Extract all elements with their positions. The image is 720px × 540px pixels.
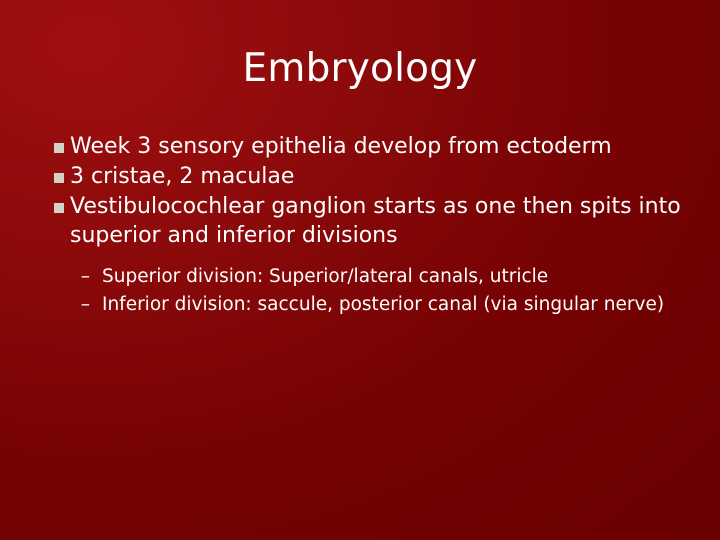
square-bullet-icon — [54, 173, 64, 183]
bullet-item — [54, 193, 694, 319]
square-bullet-icon — [54, 203, 64, 213]
square-bullet-icon — [54, 143, 64, 153]
sub-bullet-item — [70, 291, 694, 319]
bullet-text: Vestibulocochlear ganglion starts as one then spits into superior and inferior divisions — [70, 194, 681, 248]
dash-bullet-icon: – — [80, 266, 90, 287]
sub-bullet-text: Superior division: Superior/lateral canals, utricle — [102, 266, 549, 287]
dash-bullet-icon: – — [80, 294, 90, 315]
sub-bullet-list — [70, 263, 694, 319]
bullet-text: Week 3 sensory epithelia develop from ectoderm — [70, 134, 612, 159]
sub-bullet-text: Inferior division: saccule, posterior canal (via singular nerve) — [102, 294, 665, 315]
bullet-text: 3 cristae, 2 maculae — [70, 164, 295, 189]
bullet-item — [54, 163, 694, 192]
bullet-list — [54, 133, 694, 321]
sub-bullet-item — [70, 263, 694, 291]
slide-title: Embryology — [242, 46, 478, 91]
bullet-item — [54, 133, 694, 162]
